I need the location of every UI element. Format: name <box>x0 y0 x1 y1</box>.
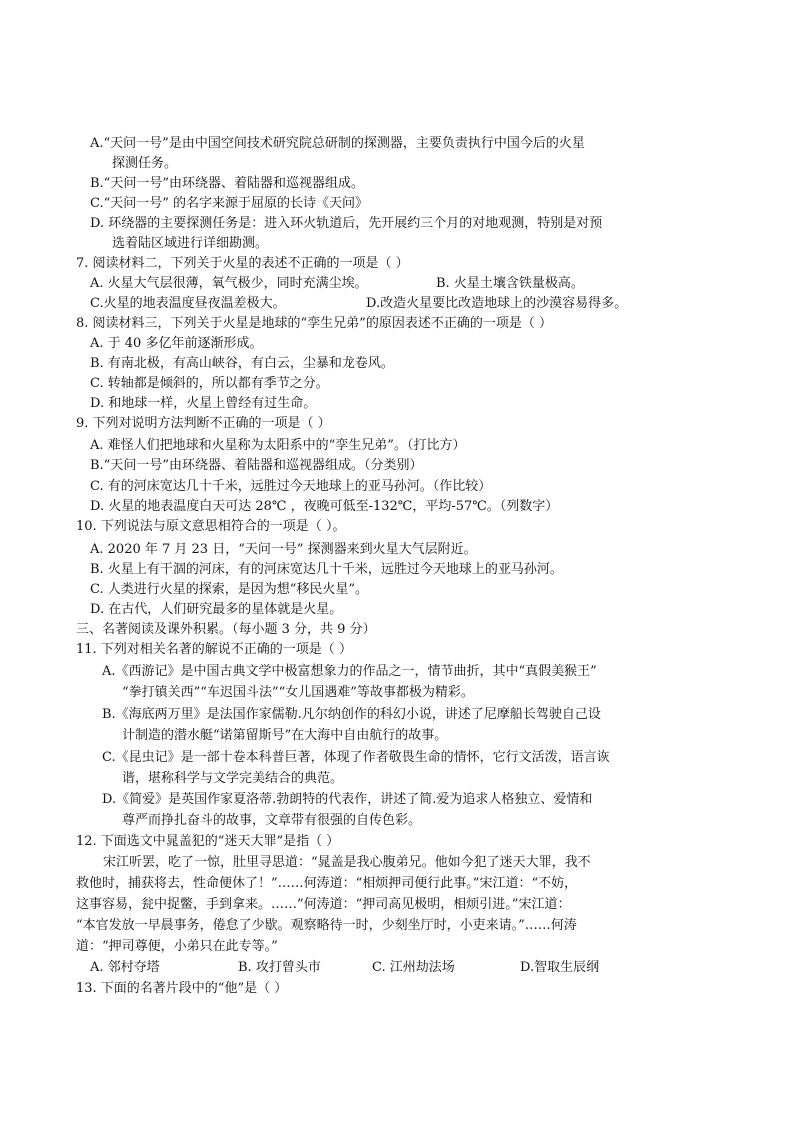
q11-option-b-cont: 计制造的潜水艇“诺第留斯号”在大海中自由航行的故事。 <box>122 728 448 743</box>
q9-stem: 9. 下列对说明方法判断不正确的一项是（ ） <box>76 416 331 431</box>
q7-option-d: D.改造火星要比改造地球上的沙漠容易得多。 <box>366 296 628 311</box>
q8-option-d: D. 和地球一样，火星上曾经有过生命。 <box>90 396 317 411</box>
q12-stem: 12. 下面选文中晁盖犯的“迷天大罪”是指（ ） <box>76 834 340 849</box>
q7-option-a: A. 火星大气层很薄，氧气极少，同时充满尘埃。 <box>90 276 368 291</box>
q7-option-b: B. 火星土壤含铁量极高。 <box>436 276 584 291</box>
q6-option-b: B.“天问一号”由环绕器、着陆器和巡视器组成。 <box>90 176 364 191</box>
q9-option-d: D. 火星的地表温度白天可达 28℃ ，夜晚可低至-132℃，平均-57℃。（列数字） <box>90 499 559 514</box>
q11-stem: 11. 下列对相关名著的解说不正确的一项是（ ） <box>76 642 352 657</box>
section-3-heading: 三、名著阅读及课外积累。（每小题 3 分，共 9 分） <box>76 622 376 637</box>
q7-stem: 7. 阅读材料二，下列关于火星的表述不正确的一项是（ ） <box>76 256 409 271</box>
q6-option-d-cont: 选着陆区域进行详细勘测。 <box>112 236 269 251</box>
q13-stem: 13. 下面的名著片段中的“他”是（ ） <box>76 981 288 996</box>
q9-option-a: A. 难怪人们把地球和火星称为太阳系中的“孪生兄弟”。（打比方） <box>90 438 466 453</box>
q6-option-c: C.“天问一号” 的名字来源于屈原的长诗《天问》 <box>90 196 369 211</box>
q11-option-a: A.《西游记》是中国古典文学中极富想象力的作品之一，情节曲折，其中“真假美猴王” <box>102 664 597 679</box>
q11-option-d: D.《简爱》是英国作家夏洛蒂.勃朗特的代表作，讲述了简.爱为追求人格独立、爱情和 <box>102 792 593 807</box>
q7-option-c: C.火星的地表温度昼夜温差极大。 <box>90 296 286 311</box>
q12-option-a: A. 邻村夺塔 <box>90 960 160 975</box>
q6-option-a: A.“天问一号”是由中国空间技术研究院总研制的探测器，主要负责执行中国今后的火星 <box>90 136 585 151</box>
q12-passage-line: 这事容易，瓮中捉鳖，手到拿来。……”何涛道：“押司高见极明，相烦引进。”宋江道： <box>76 897 571 912</box>
q11-option-d-cont: 尊严而挣扎奋斗的故事，文章带有很强的自传色彩。 <box>122 813 422 828</box>
q9-option-c: C. 有的河床宽达几十千米，远胜过今天地球上的亚马孙河。（作比较） <box>90 479 492 494</box>
q8-option-c: C. 转轴都是倾斜的，所以都有季节之分。 <box>90 376 329 391</box>
q8-stem: 8. 阅读材料三，下列关于火星是地球的“孪生兄弟”的原因表述不正确的一项是（ ） <box>76 316 552 331</box>
q9-option-b: B.“天问一号”由环绕器、着陆器和巡视器组成。（分类别） <box>90 458 423 473</box>
q10-option-a: A. 2020 年 7 月 23 日，“天问一号” 探测器来到火星大气层附近。 <box>90 542 477 557</box>
q10-option-b: B. 火星上有干涸的河床，有的河床宽达几十千米，远胜过今天地球上的亚马孙河。 <box>90 562 563 577</box>
q6-option-d: D. 环绕器的主要探测任务是：进入环火轨道后，先开展约三个月的对地观测，特别是对预 <box>90 216 603 231</box>
q10-option-c: C. 人类进行火星的探索，是因为想“移民火星”。 <box>90 582 369 597</box>
q12-option-c: C. 江州劫法场 <box>372 960 455 975</box>
q12-option-b: B. 攻打曾头市 <box>238 960 321 975</box>
q12-passage-line: 宋江听罢，吃了一惊，肚里寻思道：“晁盖是我心腹弟兄。他如今犯了迷天大罪，我不 <box>103 855 591 870</box>
q12-passage-line: 救他时，捕获将去，性命便休了！”……何涛道：“相烦押司便行此事。”宋江道：“不妨， <box>76 876 578 891</box>
q10-option-d: D. 在古代，人们研究最多的星体就是火星。 <box>90 602 343 617</box>
q10-stem: 10. 下列说法与原文意思相符合的一项是（ ）。 <box>76 519 346 534</box>
q6-option-a-cont: 探测任务。 <box>112 156 178 171</box>
q12-passage-line: 道：“押司尊便，小弟只在此专等。” <box>76 939 278 954</box>
q11-option-c-cont: 谐，堪称科学与文学完美结合的典范。 <box>122 771 344 786</box>
q11-option-b: B.《海底两万里》是法国作家儒勒.凡尔纳创作的科幻小说，讲述了尼摩船长驾驶自己设 <box>102 707 601 722</box>
q8-option-a: A. 于 40 多亿年前逐渐形成。 <box>90 336 263 351</box>
q12-passage-line: “本官发放一早晨事务，倦怠了少歇。观察略待一时，少刻坐厅时，小吏来请。”……何涛 <box>76 918 577 933</box>
q12-option-d: D.智取生辰纲 <box>520 960 600 975</box>
q11-option-c: C.《昆虫记》是一部十卷本科普巨著，体现了作者敬畏生命的情怀，它行文活泼，语言诙 <box>102 750 610 765</box>
q11-option-a-cont: “拳打镇关西”“车迟国斗法”“女儿国遇难”等故事都极为精彩。 <box>122 685 474 700</box>
q8-option-b: B. 有南北极，有高山峡谷，有白云，尘暴和龙卷风。 <box>90 356 394 371</box>
